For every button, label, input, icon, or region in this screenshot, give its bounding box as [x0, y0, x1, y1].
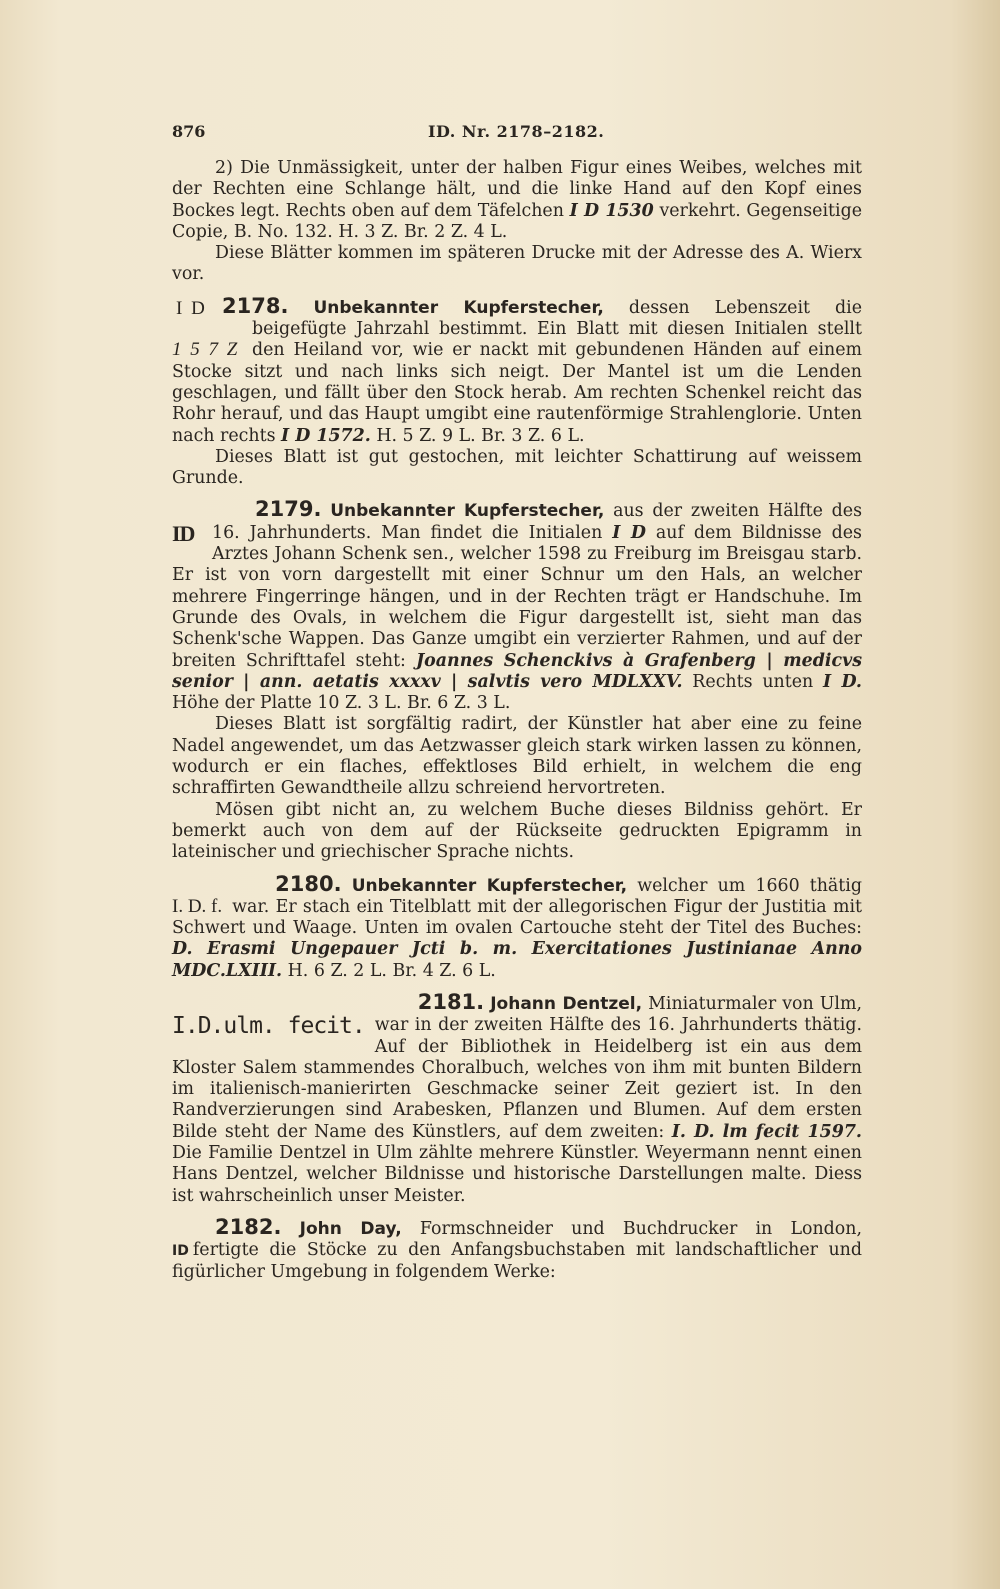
- entry-2178-text: 2178. Unbekannter Kupferstecher, dessen Lebenszeit die beigefügte Jahrzahl bestimmt. Ein Blatt mit diesen Initialen stellt den Heiland vor, wie er nackt mit gebundenen Händen auf einem Stocke sitzt und nach links sich neigt. Der Mantel ist um die Lenden geschlagen, und fällt über den Stock herab. Am rechten Schenkel reicht das Rohr herauf, und das Haupt umgibt eine rautenförmige Strahlenglorie. Unten nach rechts I D 1572. H. 5 Z. 9 L. Br. 3 Z. 6 L.: [172, 293, 862, 446]
- artist-name: Johann Dentzel,: [490, 993, 643, 1014]
- running-head: ID. Nr. 2178–2182.: [428, 122, 605, 141]
- entry-2178-note: Dieses Blatt ist gut gestochen, mit leichter Schattirung auf weissem Grunde.: [172, 446, 862, 489]
- entry-2182: [172, 1214, 863, 1284]
- entry-number: 2182.: [215, 1214, 282, 1239]
- artist-name: Unbekannter Kupferstecher,: [313, 297, 604, 318]
- intro-note: Diese Blätter kommen im späteren Drucke mit der Adresse des A. Wierx vor.: [172, 243, 862, 285]
- page-number: 876: [172, 122, 206, 141]
- entry-2182-text: 2182. John Day, Formschneider und Buchdrucker in London, ID fertigte die Stöcke zu den Anfangsbuchstaben mit landschaftlicher und figürlicher Umgebung in folgendem Werke:: [172, 1214, 863, 1283]
- page-body: [172, 158, 862, 1284]
- entry-number: 2181.: [417, 989, 485, 1014]
- artist-name: Unbekannter Kupferstecher,: [351, 875, 628, 896]
- artist-name: Unbekannter Kupferstecher,: [330, 501, 605, 522]
- entry-2179-text: 2179. Unbekannter Kupferstecher, aus der zweiten Hälfte des 16. Jahrhunderts. Man findet die Initialen I D auf dem Bildnisse des Arztes Johann Schenk sen., welcher 1598 zu Freiburg im Breisgau starb. Er ist von vorn dargestellt mit einer Schnur um den Hals, an welcher mehrere Fingerringe hängen, und in der Rechten trägt er Handschuhe. Im Grunde des Ovals, in welchem die Figur dargestellt ist, sieht man das Schenk'sche Wappen. Das Ganze umgibt ein verzierter Rahmen, und auf der breiten Schrifttafel steht: Joannes Schenckivs à Grafenberg | medicvs senior | ann. aetatis xxxxv | salvtis vero MDLXXV. Rechts unten I D. Höhe der Platte 10 Z. 3 L. Br. 6 Z. 3 L.: [172, 497, 862, 714]
- monogram-2181: I.D.ulm. fecit.: [172, 1012, 365, 1039]
- entry-number: 2179.: [255, 497, 322, 522]
- entry-2179: [172, 499, 862, 863]
- monogram-2180: I. D. f.: [172, 895, 223, 917]
- entry-2181-text: 2181. Johann Dentzel, Miniaturmaler von Ulm, war in der zweiten Hälfte des 16. Jahrhunderts thätig. Auf der Bibliothek in Heidelberg ist ein aus dem Kloster Salem stammendes Choralbuch, welches von ihm mit bunten Bildern im italienisch-manierirten Geschmacke seiner Zeit geziert ist. In den Randverzierungen sind Arabesken, Pflanzen und Blumen. Auf dem ersten Bilde steht der Name des Künstlers, auf dem zweiten: I. D. lm fecit 1597. Die Familie Dentzel in Ulm zählte mehrere Künstler. Weyermann nennt einen Hans Dentzel, welcher Bildnisse und historische Darstellungen malte. Diess ist wahrscheinlich unser Meister.: [172, 989, 862, 1206]
- entry-2179-note-2: Mösen gibt nicht an, zu welchem Buche dieses Bildniss gehört. Er bemerkt auch von dem auf der Rückseite gedruckten Epigramm in lateinischer und griechischer Sprache nichts.: [172, 799, 862, 863]
- monogram-2178: I D 1 5 7 Z: [172, 297, 240, 360]
- entry-2180: [172, 871, 862, 982]
- entry-2181: [172, 989, 862, 1207]
- monogram-2182: ID: [172, 1243, 189, 1260]
- entry-2178: [172, 293, 862, 490]
- entry-2179-note-1: Dieses Blatt ist sorgfältig radirt, der Künstler hat aber eine zu feine Nadel angewendet, um das Aetzwasser gleich stark wirken lassen zu können, wodurch er ein flaches, effektloses Bild erhielt, in welchem die eng schraffirten Gewandtheile allzu schreiend hervortreten.: [172, 714, 862, 799]
- entry-number: 2178.: [222, 293, 289, 318]
- monogram-2179: ID: [172, 521, 195, 547]
- entry-2180-text: 2180. Unbekannter Kupferstecher, welcher um 1660 thätig war. Er stach ein Titelblatt mit der allegorischen Figur der Justitia mit Schwert und Waage. Unten im ovalen Cartouche steht der Titel des Buches: D. Erasmi Ungepauer Jcti b. m. Exercitationes Justinianae Anno MDC.LXIII. H. 6 Z. 2 L. Br. 4 Z. 6 L.: [172, 871, 862, 981]
- intro-paragraph: 2) Die Unmässigkeit, unter der halben Figur eines Weibes, welches mit der Rechten eine Schlange hält, und die linke Hand auf den Kopf eines Bockes legt. Rechts oben auf dem Täfelchen I D 1530 verkehrt. Gegenseitige Copie, B. No. 132. H. 3 Z. Br. 2 Z. 4 L.: [172, 158, 862, 242]
- entry-number: 2180.: [275, 871, 342, 896]
- artist-name: John Day,: [299, 1218, 402, 1239]
